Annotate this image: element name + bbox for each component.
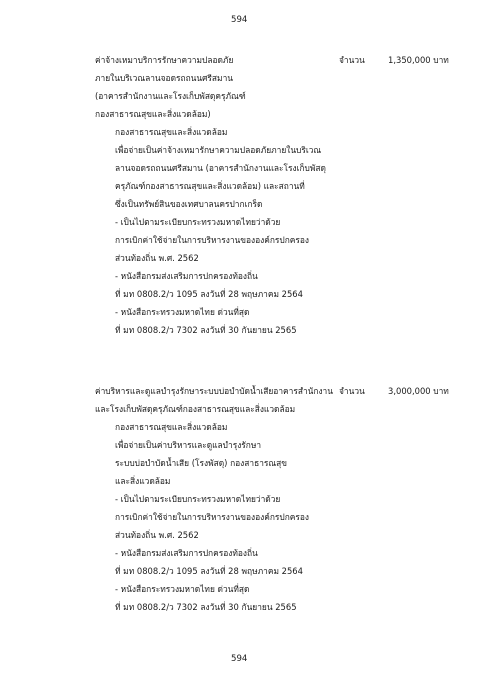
item-2-title-line-2: และโรงเก็บพัสดุครุภัณฑ์กองสาธารณสุขและสิ่งแวดล้อม [95, 404, 296, 414]
item-2-detail-line-7: ส่วนท้องถิ่น พ.ศ. 2562 [115, 530, 199, 540]
item-2-amount: 3,000,000 บาท [388, 386, 449, 396]
item-1-detail-line-6: - เป็นไปตามระเบียบกระทรวงมหาดไทยว่าด้วย [115, 217, 281, 227]
item-2-detail-line-6: การเบิกค่าใช้จ่ายในการบริหารงานขององค์กรปกครอง [115, 512, 309, 522]
item-1-title-line-3: (อาคารสำนักงานและโรงเก็บพัสดุครุภัณฑ์ [95, 91, 246, 101]
item-2-detail-line-2: เพื่อจ่ายเป็นค่าบริหารและดูแลบำรุงรักษา [115, 440, 262, 450]
item-2-amount-label: จำนวน [339, 386, 365, 396]
item-2-detail-line-11: ที่ มท 0808.2/ว 7302 ลงวันที่ 30 กันยายน 2565 [115, 602, 297, 612]
item-1-detail-line-7: การเบิกค่าใช้จ่ายในการบริหารงานขององค์กรปกครอง [115, 235, 309, 245]
page-number-bottom: 594 [231, 654, 248, 664]
item-1-detail-line-4: ครุภัณฑ์กองสาธารณสุขและสิ่งแวดล้อม) และสถานที่ [115, 181, 305, 191]
item-1-detail-line-9: - หนังสือกรมส่งเสริมการปกครองท้องถิ่น [115, 271, 258, 281]
item-2-detail-line-5: - เป็นไปตามระเบียบกระทรวงมหาดไทยว่าด้วย [115, 494, 281, 504]
item-2-detail-line-1: กองสาธารณสุขและสิ่งแวดล้อม [115, 422, 228, 432]
item-1-amount-label: จำนวน [339, 55, 365, 65]
item-1-detail-line-10: ที่ มท 0808.2/ว 1095 ลงวันที่ 28 พฤษภาคม 2564 [115, 289, 303, 299]
item-1-title-line-2: ภายในบริเวณลานจอดรถถนนศรีสมาน [95, 73, 233, 83]
item-2-detail-line-9: ที่ มท 0808.2/ว 1095 ลงวันที่ 28 พฤษภาคม 2564 [115, 566, 303, 576]
item-2-detail-line-10: - หนังสือกระทรวงมหาดไทย ด่วนที่สุด [115, 584, 250, 594]
item-2-detail-line-8: - หนังสือกรมส่งเสริมการปกครองท้องถิ่น [115, 548, 258, 558]
item-1-title-line-4: กองสาธารณสุขและสิ่งแวดล้อม) [95, 109, 211, 119]
item-1-detail-line-11: - หนังสือกระทรวงมหาดไทย ด่วนที่สุด [115, 307, 250, 317]
item-1-amount: 1,350,000 บาท [388, 55, 449, 65]
page-number-top: 594 [231, 15, 248, 25]
item-1-detail-line-5: ซึ่งเป็นทรัพย์สินของเทศบาลนครปากเกร็ด [115, 199, 263, 209]
item-1-detail-line-3: ลานจอดรถถนนศรีสมาน (อาคารสำนักงานและโรงเก็บพัสดุ [115, 163, 326, 173]
item-1-detail-line-1: กองสาธารณสุขและสิ่งแวดล้อม [115, 127, 228, 137]
item-2-title-line-1: ค่าบริหารและดูแลบำรุงรักษาระบบบ่อบำบัดน้ำเสียอาคารสำนักงาน [95, 386, 333, 396]
item-1-detail-line-8: ส่วนท้องถิ่น พ.ศ. 2562 [115, 253, 199, 263]
item-2-detail-line-3: ระบบบ่อบำบัดน้ำเสีย (โรงพัสดุ) กองสาธารณสุข [115, 458, 287, 468]
item-2-detail-line-4: และสิ่งแวดล้อม [115, 476, 171, 486]
item-1-detail-line-2: เพื่อจ่ายเป็นค่าจ้างเหมารักษาความปลอดภัยภายในบริเวณ [115, 145, 322, 155]
item-1-detail-line-12: ที่ มท 0808.2/ว 7302 ลงวันที่ 30 กันยายน 2565 [115, 325, 297, 335]
item-1-title-line-1: ค่าจ้างเหมาบริการรักษาความปลอดภัย [95, 55, 234, 65]
